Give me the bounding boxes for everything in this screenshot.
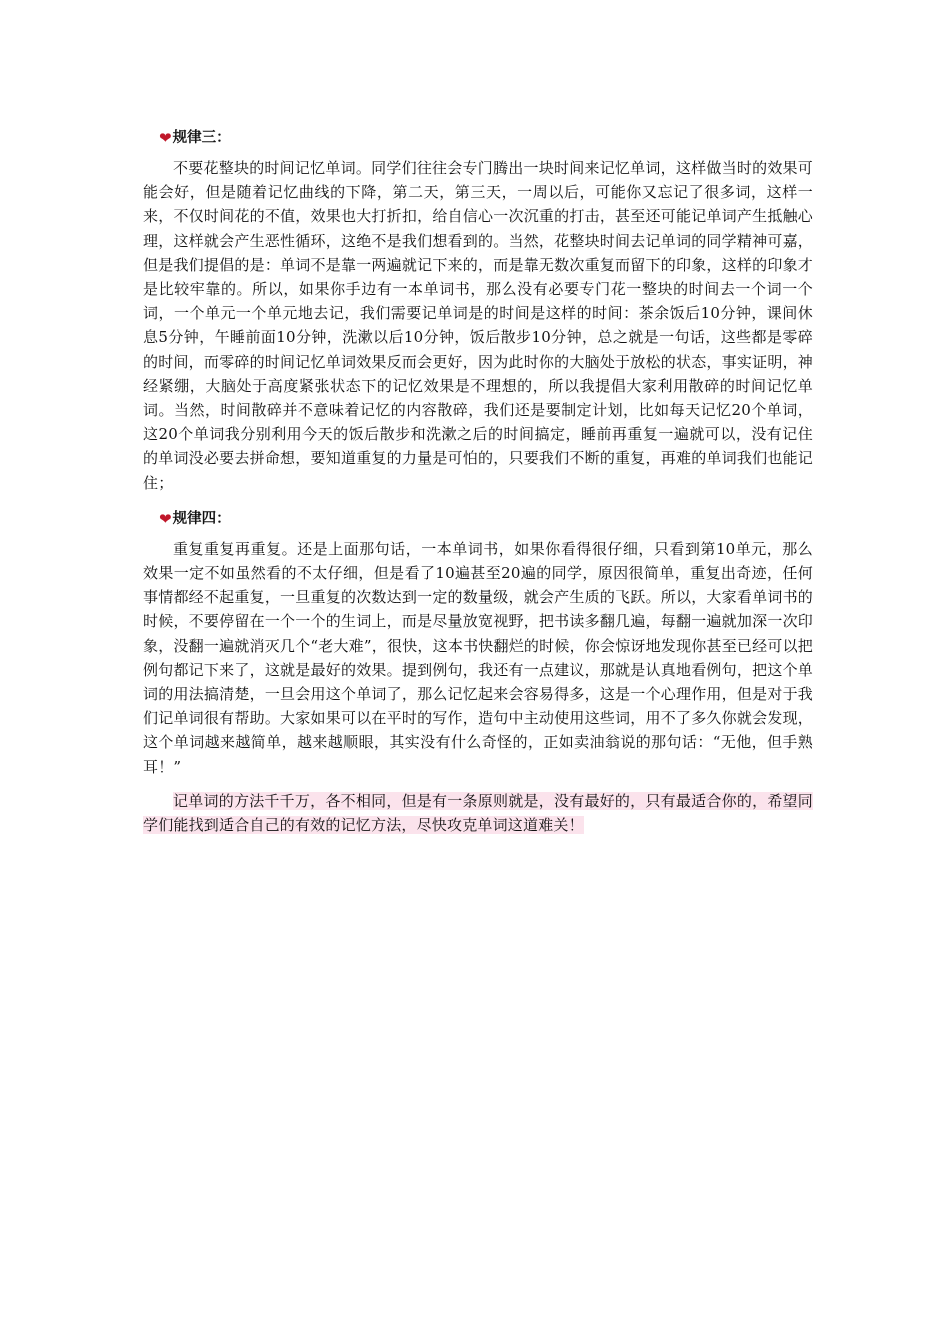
section-heading-rule-3 (159, 124, 813, 152)
heart-icon: ❤ (159, 129, 172, 147)
paragraph-rule-4: 重复重复再重复。还是上面那句话，一本单词书，如果你看得很仔细，只看到第10单元，那么效果一定不如虽然看的不太仔细，但是看了10遍甚至20遍的同学，原因很简单，重复出奇迹，任何事情都经不起重复，一旦重复的次数达到一定的数量级，就会产生质的飞跃。所以，大家看单词书的时候，不要停留在一个一个的生词上，而是尽量放宽视野，把书读多翻几遍，每翻一遍就加深一次印象，没翻一遍就消灭几个“老大难”，很快，这本书快翻烂的时候，你会惊讶地发现你甚至已经可以把例句都记下来了，这就是最好的效果。提到例句，我还有一点建议，那就是认真地看例句，把这个单词的用法搞清楚，一旦会用这个单词了，那么记忆起来会容易得多，这是一个心理作用，但是对于我们记单词很有帮助。大家如果可以在平时的写作，造句中主动使用这些词，用不了多久你就会发现，这个单词越来越简单，越来越顺眼，其实没有什么奇怪的，正如卖油翁说的那句话：“无他，但手熟耳！” (143, 539, 813, 776)
heart-icon: ❤ (159, 509, 172, 528)
paragraph-rule-3: 不要花整块的时间记忆单词。同学们往往会专门腾出一块时间来记忆单词，这样做当时的效果可能会好，但是随着记忆曲线的下降，第二天，第三天，一周以后，可能你又忘记了很多词，这样一来，不仅时间花的不值，效果也大打折扣，给自信心一次沉重的打击，甚至还可能记单词产生抵触心理，这样就会产生恶性循环，这绝不是我们想看到的。当然，花整块时间去记单词的同学精神可嘉，但是我们提倡的是：单词不是靠一两遍就记下来的，而是靠无数次重复而留下的印象，这样的印象才是比较牢靠的。所以，如果你手边有一本单词书，那么没有必要专门花一整块的时间去一个词一个词，一个单元一个单元地去记，我们需要记单词是的时间是这样的时间：茶余饭后10分钟，课间休息5分钟，午睡前面10分钟，洗漱以后10分钟，饭后散步10分钟，总之就是一句话，这些都是零碎的时间，而零碎的时间记忆单词效果反而会更好，因为此时你的大脑处于放松的状态，事实证明，神经紧绷，大脑处于高度紧张状态下的记忆效果是不理想的，所以我提倡大家利用散碎的时间记忆单词。当然，时间散碎并不意味着记忆的内容散碎，我们还是要制定计划，比如每天记忆20个单词，这20个单词我分别利用今天的饭后散步和洗漱之后的时间搞定，睡前再重复一遍就可以，没有记住的单词没必要去拼命想，要知道重复的力量是可怕的，只要我们不断的重复，再难的单词我们也能记住； (143, 159, 813, 492)
conclusion-paragraph (143, 789, 813, 837)
document-page (143, 124, 813, 837)
heading-text: 规律四： (172, 510, 231, 527)
section-heading-rule-4 (159, 505, 813, 533)
highlighted-text: 记单词的方法千千万，各不相同，但是有一条原则就是，没有最好的，只有最适合你的，希望同学们能找到适合自己的有效的记忆方法，尽快攻克单词这道难关！ (143, 791, 813, 835)
heading-text: 规律三： (172, 130, 231, 146)
